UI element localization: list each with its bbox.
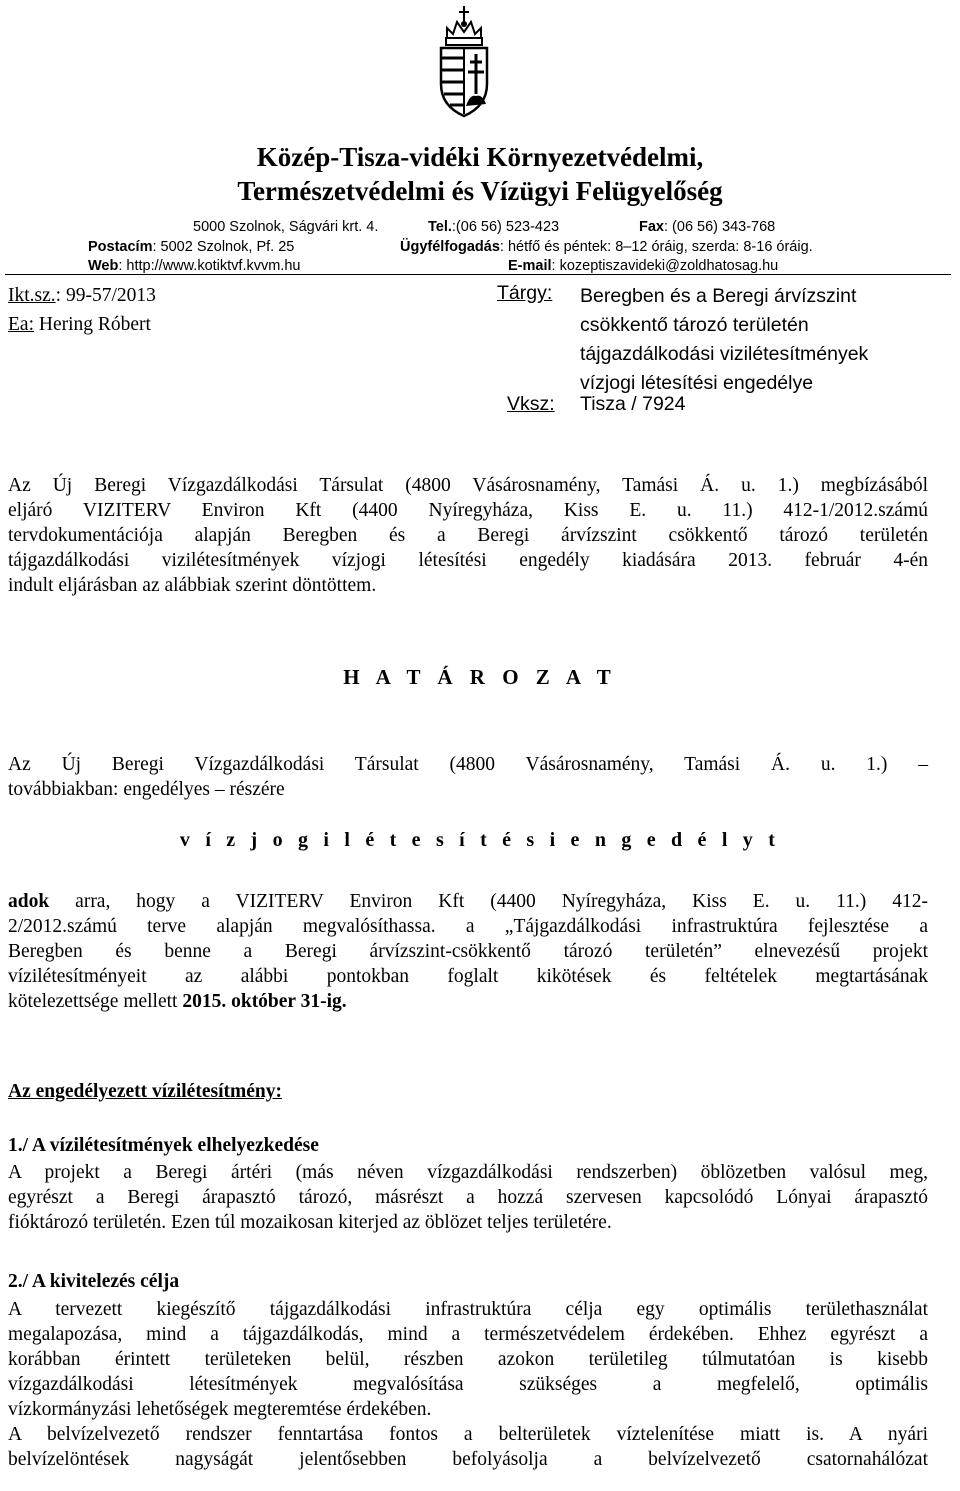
address — [193, 218, 378, 236]
intro-line: Az Új Beregi Vízgazdálkodási Társulat (4800 Vásárosnamény, Tamási Á. u. 1.) megbízásából — [8, 475, 928, 496]
postal-label: Postacím — [88, 239, 153, 255]
grant-line-5-normal: kötelezettsége mellett — [8, 991, 183, 1012]
subject-line: csökkentő tározó területén — [580, 314, 809, 336]
section2-line: belvízelöntések nagyságát jelentősebben befolyásolja a belvízelvezető csatornahálózat — [8, 1449, 928, 1470]
permittee-line: továbbiakban: engedélyes – részére — [8, 779, 285, 800]
section2-line: megalapozása, mind a tájgazdálkodás, mind a természetvédelem érdekében. Ehhez egyrészt a — [8, 1324, 928, 1345]
grant-line-1-rest: arra, hogy a VIZITERV Environ Kft (4400 Nyíregyháza, Kiss E. u. 11.) 412- — [49, 891, 928, 912]
section1-paragraph — [8, 1160, 928, 1235]
grant-line-1 — [8, 889, 928, 914]
permittee-line: Az Új Beregi Vízgazdálkodási Társulat (4800 Vásárosnamény, Tamási Á. u. 1.) – — [8, 754, 928, 775]
grant-line-3: Beregben és benne a Beregi árvízszint-csökkentő tározó területén” elnevezésű projekt — [8, 941, 928, 962]
grant-line-4: vízilétesítményeit az alábbi pontokban foglalt kikötések és feltételek megtartásának — [8, 966, 928, 987]
section2-line: A belvízelvezető rendszer fenntartása fontos a belterületek víztelenítése miatt is. A nyári — [8, 1424, 928, 1445]
subject-line: Beregben és a Beregi árvízszint — [580, 285, 857, 307]
org-title-line1: Közép-Tisza-vidéki Környezetvédelmi, — [256, 142, 704, 172]
web-link[interactable]: : http://www.kotiktvf.kvvm.hu — [118, 258, 301, 274]
header-divider — [5, 274, 951, 275]
section2-line: vízgazdálkodási létesítmények megvalósítása szükséges a megfelelő, optimális — [8, 1374, 928, 1395]
intro-paragraph — [8, 473, 928, 598]
subject-line: tájgazdálkodási vizilétesítmények — [580, 343, 869, 365]
fax-value: : (06 56) 343-768 — [664, 219, 776, 235]
email-link[interactable]: : kozeptiszavideki@zoldhatosag.hu — [551, 258, 779, 274]
grant-line-5 — [8, 989, 928, 1014]
grant-paragraph — [8, 889, 928, 1014]
email — [508, 257, 778, 275]
hours-value: : hétfő és péntek: 8–12 óráig, szerda: 8-16 óráig. — [499, 239, 813, 255]
grant-deadline: 2015. október 31-ig. — [182, 991, 347, 1012]
permitted-facility-heading: Az engedélyezett vízilétesítmény: — [8, 1081, 282, 1102]
org-title-line2: Természetvédelmi és Vízügyi Felügyelőség — [237, 176, 723, 206]
web — [88, 257, 300, 275]
permit-heading: v í z j o g i l é t e s í t é s i e n g e d é l y t — [179, 829, 781, 851]
vksz-value: Tisza / 7924 — [580, 393, 686, 415]
intro-line: eljáró VIZITERV Environ Kft (4400 Nyíregyháza, Kiss E. u. 11.) 412-1/2012.számú — [8, 500, 928, 521]
intro-line: indult eljárásban az alábbiak szerint döntöttem. — [8, 575, 377, 596]
iktsz-value: : 99-57/2013 — [55, 285, 156, 306]
ea-value: Hering Róbert — [33, 314, 151, 335]
coat-of-arms-icon — [433, 2, 495, 120]
hours — [400, 238, 813, 256]
fax — [639, 218, 775, 236]
intro-line: tervdokumentációja alapján Beregben és a Beregi árvízszint csökkentő tározó területén — [8, 525, 928, 546]
decision-heading: H A T Á R O Z A T — [343, 665, 617, 689]
section1-line: fióktározó területén. Ezen túl mozaikosan kiterjed az öblözet teljes területére. — [8, 1212, 612, 1233]
section2-line: A tervezett kiegészítő tájgazdálkodási infrastruktúra célja egy optimális területhasználat — [8, 1299, 928, 1320]
subject-label: Tárgy: — [497, 282, 553, 304]
section2-line: korábban érintett területeken belül, részben azokon területileg túlmutatóan is kisebb — [8, 1349, 928, 1370]
section2-title: 2./ A kivitelezés célja — [8, 1271, 180, 1292]
permittee-paragraph — [8, 752, 928, 802]
ea-label: Ea: — [8, 314, 34, 335]
grant-line-2 — [8, 914, 928, 939]
tel — [428, 218, 559, 236]
fax-label: Fax — [639, 219, 664, 235]
grant-adok: adok — [8, 891, 50, 912]
tel-value: :(06 56) 523-423 — [451, 219, 560, 235]
vksz-label: Vksz: — [507, 393, 555, 415]
postal-value: : 5002 Szolnok, Pf. 25 — [152, 239, 295, 255]
web-label: Web — [88, 258, 119, 274]
subject-text — [580, 282, 868, 398]
file-number — [8, 283, 156, 309]
section2-paragraph — [8, 1297, 928, 1472]
iktsz-label: Ikt.sz. — [8, 285, 56, 306]
hours-label: Ügyfélfogadás — [400, 239, 500, 255]
grant-line-2-normal: 2/2012.számú terve alapján megvalósíthassa. — [8, 916, 436, 937]
tel-label: Tel. — [428, 219, 452, 235]
email-label: E-mail — [508, 258, 552, 274]
grant-line-2-rest: a „Tájgazdálkodási infrastruktúra fejlesztése a — [435, 916, 928, 937]
address-text: 5000 Szolnok, Ságvári krt. 4. — [193, 219, 379, 235]
postal — [88, 238, 294, 256]
administrator — [8, 312, 151, 338]
section1-line: egyrészt a Beregi árapasztó tározó, másrészt a hozzá szervesen kapcsolódó Lónyai árapasztó — [8, 1187, 928, 1208]
section1-title: 1./ A vízilétesítmények elhelyezkedése — [8, 1135, 319, 1156]
section2-line: vízkormányzási lehetőségek megteremtése érdekében. — [8, 1399, 432, 1420]
section1-line: A projekt a Beregi ártéri (más néven vízgazdálkodási rendszerben) öblözetben valósul meg, — [8, 1162, 928, 1183]
intro-line: tájgazdálkodási vizilétesítmények vízjogi létesítési engedély kiadására 2013. február 4-én — [8, 550, 928, 571]
subject-line: vízjogi létesítési engedélye — [580, 372, 814, 394]
